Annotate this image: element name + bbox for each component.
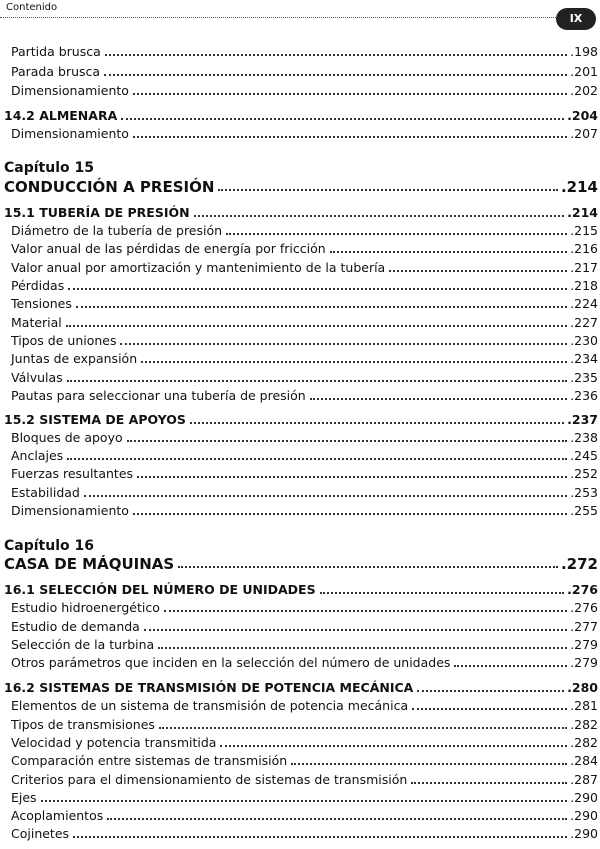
toc-chapter — [0, 555, 598, 573]
leader-dots — [137, 476, 567, 478]
toc-chapter — [0, 178, 598, 196]
toc-entry-label: Valor anual de las pérdidas de energía por fricción — [11, 241, 326, 256]
leader-dots — [76, 306, 567, 308]
toc-section — [0, 679, 598, 697]
toc-entry-label: Dimensionamiento — [11, 83, 129, 98]
page-header — [0, 0, 600, 24]
toc-section — [0, 411, 598, 429]
toc-entry-page: .214 — [567, 205, 598, 220]
toc-entry-label: Tipos de transmisiones — [11, 717, 155, 732]
toc-entry-label: 16.1 SELECCIÓN DEL NÚMERO DE UNIDADES — [4, 582, 316, 597]
toc-section — [0, 107, 598, 125]
leader-dots — [291, 763, 567, 765]
leader-dots — [141, 361, 567, 363]
toc-entry-page: .290 — [570, 790, 598, 805]
toc-entry-label: Otros parámetros que inciden en la selección del número de unidades — [11, 655, 451, 670]
toc-entry-page: .287 — [570, 772, 598, 787]
toc-entry-label: Pérdidas — [11, 278, 65, 293]
toc-entry-page: .284 — [570, 753, 598, 768]
toc-entry — [0, 789, 598, 807]
toc-entry-label: Ejes — [11, 790, 37, 805]
leader-dots — [105, 54, 567, 56]
toc-entry-page: .272 — [560, 555, 598, 573]
toc-entry-page: .216 — [570, 241, 598, 256]
toc-entry — [0, 825, 598, 843]
toc-entry-page: .280 — [567, 680, 598, 695]
leader-dots — [194, 215, 565, 217]
leader-dots — [107, 818, 567, 820]
toc-entry-label: Tipos de uniones — [11, 333, 117, 348]
toc-entry-label: Pautas para seleccionar una tubería de presión — [11, 388, 306, 403]
toc-section — [0, 581, 598, 599]
toc-entry-page: .214 — [560, 178, 598, 196]
leader-dots — [133, 93, 567, 95]
toc-entry-page: .237 — [567, 412, 598, 427]
leader-dots — [178, 566, 558, 568]
toc-entry — [0, 429, 598, 447]
leader-dots — [411, 782, 567, 784]
leader-dots — [389, 270, 567, 272]
toc-entry-page: .218 — [570, 278, 598, 293]
toc-entry-label: Partida brusca — [11, 44, 101, 59]
toc-entry-page: .202 — [570, 83, 598, 98]
toc-entry — [0, 82, 598, 100]
toc-entry — [0, 447, 598, 465]
header-rule — [0, 17, 560, 18]
toc-entry — [0, 636, 598, 654]
toc-entry-label: Juntas de expansión — [11, 351, 138, 366]
leader-dots — [220, 745, 567, 747]
toc-entry-page: .276 — [570, 600, 598, 615]
leader-dots — [127, 440, 568, 442]
leader-dots — [144, 629, 567, 631]
page-number-badge: IX — [556, 8, 596, 30]
toc-entry-label: Comparación entre sistemas de transmisión — [11, 753, 288, 768]
toc-entry — [0, 259, 598, 277]
toc-entry-label: Estabilidad — [11, 485, 80, 500]
leader-dots — [67, 458, 567, 460]
toc-entry-page: .282 — [570, 717, 598, 732]
chapter-number: Capítulo 15 — [4, 160, 94, 176]
toc-entry — [0, 277, 598, 295]
toc-entry-page: .279 — [570, 637, 598, 652]
toc-entry-page: .204 — [567, 108, 598, 123]
toc-entry-label: Velocidad y potencia transmitida — [11, 735, 217, 750]
leader-dots — [41, 800, 568, 802]
leader-dots — [158, 647, 567, 649]
toc-entry-page: .245 — [570, 448, 598, 463]
leader-dots — [73, 836, 567, 838]
leader-dots — [68, 288, 567, 290]
leader-dots — [320, 592, 565, 594]
toc-entry-label: Bloques de apoyo — [11, 430, 123, 445]
toc-entry-page: .255 — [570, 503, 598, 518]
toc-entry — [0, 599, 598, 617]
leader-dots — [84, 495, 567, 497]
chapter-number: Capítulo 16 — [4, 538, 94, 554]
leader-dots — [218, 189, 558, 191]
toc-entry — [0, 697, 598, 715]
leader-dots — [164, 610, 567, 612]
leader-dots — [66, 325, 567, 327]
leader-dots — [120, 343, 567, 345]
leader-dots — [133, 136, 567, 138]
toc-entry-page: .290 — [570, 826, 598, 841]
toc-entry-page: .198 — [570, 44, 598, 59]
leader-dots — [412, 708, 567, 710]
toc-entry — [0, 369, 598, 387]
toc-entry-page: .277 — [570, 619, 598, 634]
leader-dots — [104, 74, 567, 76]
leader-dots — [310, 398, 567, 400]
toc-entry-label: Fuerzas resultantes — [11, 466, 134, 481]
toc-entry-page: .207 — [570, 126, 598, 141]
leader-dots — [159, 727, 567, 729]
toc-entry-label: Cojinetes — [11, 826, 70, 841]
toc-entry — [0, 807, 598, 825]
toc-entry-label: Selección de la turbina — [11, 637, 155, 652]
leader-dots — [67, 380, 567, 382]
toc-entry — [0, 295, 598, 313]
toc-entry-page: .234 — [570, 351, 598, 366]
toc-entry-label: Acoplamientos — [11, 808, 104, 823]
toc-entry-label: 16.2 SISTEMAS DE TRANSMISIÓN DE POTENCIA MECÁNICA — [4, 680, 414, 695]
toc-entry-label: Estudio hidroenergético — [11, 600, 160, 615]
toc-entry — [0, 222, 598, 240]
toc-entry-label: Anclajes — [11, 448, 64, 463]
toc-entry — [0, 734, 598, 752]
toc-entry — [0, 63, 598, 81]
toc-entry-label: Estudio de demanda — [11, 619, 140, 634]
leader-dots — [133, 513, 567, 515]
toc-entry-label: Parada brusca — [11, 64, 101, 79]
toc-entry-page: .235 — [570, 370, 598, 385]
toc-section — [0, 204, 598, 222]
toc-entry — [0, 125, 598, 143]
toc-entry-page: .230 — [570, 333, 598, 348]
toc-entry-page: .236 — [570, 388, 598, 403]
toc-entry-label: Valor anual por amortización y mantenimiento de la tubería — [11, 260, 386, 275]
toc-entry — [0, 240, 598, 258]
toc-entry-page: .276 — [567, 582, 598, 597]
toc-entry-label: 15.1 TUBERÍA DE PRESIÓN — [4, 205, 190, 220]
toc-entry-page: .217 — [570, 260, 598, 275]
leader-dots — [190, 422, 564, 424]
toc-entry-label: 14.2 ALMENARA — [4, 108, 118, 123]
leader-dots — [417, 690, 564, 692]
header-title: Contenido — [6, 2, 58, 13]
toc-entry — [0, 618, 598, 636]
toc-entry — [0, 502, 598, 520]
toc-entry-page: .279 — [570, 655, 598, 670]
toc-entry-page: .201 — [570, 64, 598, 79]
toc-entry-label: Dimensionamiento — [11, 503, 129, 518]
toc-entry — [0, 752, 598, 770]
toc-entry — [0, 350, 598, 368]
toc-entry — [0, 387, 598, 405]
toc-entry — [0, 314, 598, 332]
toc-entry-page: .290 — [570, 808, 598, 823]
toc-entry — [0, 771, 598, 789]
toc-entry — [0, 465, 598, 483]
toc-entry-label: Diámetro de la tubería de presión — [11, 223, 223, 238]
toc-entry-label: CASA DE MÁQUINAS — [4, 555, 175, 573]
leader-dots — [330, 251, 567, 253]
toc-entry-page: .253 — [570, 485, 598, 500]
toc-entry — [0, 716, 598, 734]
toc-entry-page: .282 — [570, 735, 598, 750]
toc-entry-label: Criterios para el dimensionamiento de sistemas de transmisión — [11, 772, 408, 787]
leader-dots — [121, 118, 564, 120]
toc-entry-label: Válvulas — [11, 370, 63, 385]
toc-entry-page: .281 — [570, 698, 598, 713]
leader-dots — [226, 233, 567, 235]
toc-entry-page: .224 — [570, 296, 598, 311]
toc-entry — [0, 43, 598, 61]
toc-entry-label: Tensiones — [11, 296, 72, 311]
toc-entry-page: .227 — [570, 315, 598, 330]
toc-entry — [0, 654, 598, 672]
toc-entry-label: Elementos de un sistema de transmisión de potencia mecánica — [11, 698, 409, 713]
toc-entry-label: Dimensionamiento — [11, 126, 129, 141]
toc-entry-page: .215 — [570, 223, 598, 238]
toc-entry-label: 15.2 SISTEMA DE APOYOS — [4, 412, 186, 427]
toc-entry — [0, 484, 598, 502]
leader-dots — [454, 665, 567, 667]
toc-entry-label: CONDUCCIÓN A PRESIÓN — [4, 178, 215, 196]
toc-entry-page: .238 — [570, 430, 598, 445]
toc-entry-label: Material — [11, 315, 62, 330]
toc-entry — [0, 332, 598, 350]
toc-entry-page: .252 — [570, 466, 598, 481]
